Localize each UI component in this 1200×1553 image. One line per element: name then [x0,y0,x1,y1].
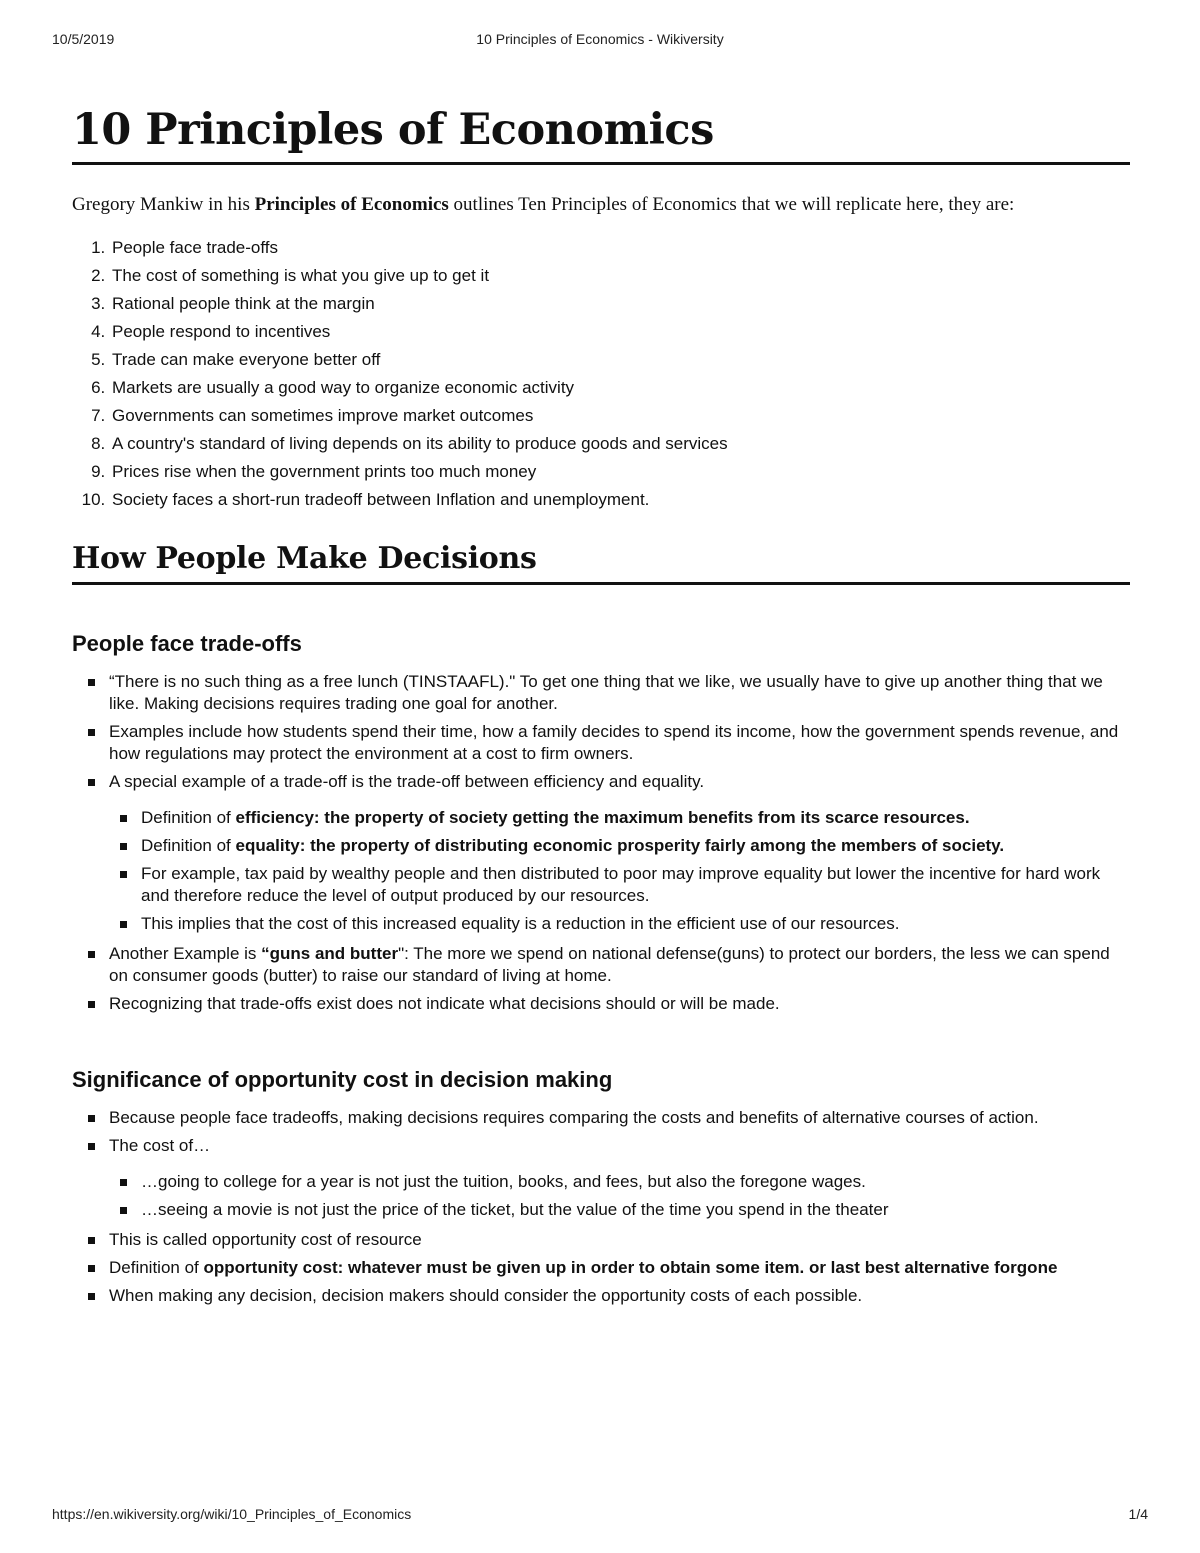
principle-item: 10. Society faces a short-run tradeoff between Inflation and unemployment. [110,486,1130,514]
list-item: …seeing a movie is not just the price of the ticket, but the value of the time you spend in the theater [141,1199,1130,1221]
intro-text-end: outlines Ten Principles of Economics that we will replicate here, they are: [448,194,1015,215]
principle-item: 4. People respond to incentives [110,318,1130,346]
list-item: Because people face tradeoffs, making decisions requires comparing the costs and benefits of alternative courses of action. [109,1107,1130,1129]
principle-item: 3. Rational people think at the margin [110,290,1130,318]
page-title: 10 Principles of Economics [72,100,1130,165]
list-item: For example, tax paid by wealthy people and then distributed to poor may improve equality but lower the incentive for hard work and therefore reduce the level of output produced by our resources. [141,863,1130,907]
list-item-text: A special example of a trade-off is the trade-off between efficiency and equality. [109,772,705,791]
definition-efficiency: efficiency: the property of society getting the maximum benefits from its scarce resources. [235,808,970,827]
print-page-title: 10 Principles of Economics - Wikiversity [476,31,724,47]
list-item: When making any decision, decision makers should consider the opportunity costs of each possible. [109,1285,1130,1307]
principle-item: 7. Governments can sometimes improve market outcomes [110,402,1130,430]
subsection-heading-opportunity-cost: Significance of opportunity cost in decision making [72,1067,613,1092]
subsection-heading-tradeoffs: People face trade-offs [72,631,302,656]
list-item [141,835,1130,857]
tradeoffs-bullet-list [72,671,1130,1015]
principles-list [72,234,1130,514]
list-item [109,771,1130,935]
definition-prefix: Definition of [141,808,236,827]
list-item [109,1135,1130,1221]
principle-item: 5. Trade can make everyone better off [110,346,1130,374]
definition-opportunity-cost: opportunity cost: whatever must be given up in order to obtain some item. or last best alternative forgone [203,1258,1058,1277]
list-item-text: The cost of… [109,1136,211,1155]
principle-item: 6. Markets are usually a good way to organize economic activity [110,374,1130,402]
article-content [72,100,1130,1307]
print-header [52,31,1148,51]
print-date: 10/5/2019 [52,31,115,47]
opportunity-cost-bullet-list [72,1107,1130,1307]
definition-prefix: Definition of [141,836,236,855]
list-item [141,807,1130,829]
list-item: This implies that the cost of this increased equality is a reduction in the efficient use of our resources. [141,913,1130,935]
intro-paragraph [72,190,1130,220]
nested-bullet-list [109,807,1130,935]
print-footer [52,1506,1148,1526]
list-item-text: Another Example is [109,944,262,963]
principle-item: 9. Prices rise when the government prints too much money [110,458,1130,486]
list-item-text: ": The more we spend on national defense(guns) to protect our borders, the less we can spend on consumer goods (butter) to raise our standard of living at home. [109,944,1110,985]
principle-item: 1. People face trade-offs [110,234,1130,262]
print-url: https://en.wikiversity.org/wiki/10_Principles_of_Economics [52,1506,412,1522]
guns-and-butter-term: “guns and butter [261,944,399,963]
list-item: “There is no such thing as a free lunch (TINSTAAFL)." To get one thing that we like, we usually have to give up another thing that we like. Making decisions requires trading one goal for another. [109,671,1130,715]
list-item: This is called opportunity cost of resource [109,1229,1130,1251]
definition-prefix: Definition of [109,1258,204,1277]
list-item: Examples include how students spend their time, how a family decides to spend its income, how the government spends revenue, and how regulations may protect the environment at a cost to firm owners. [109,721,1130,765]
definition-equality: equality: the property of distributing economic prosperity fairly among the members of society. [235,836,1005,855]
intro-text-start: Gregory Mankiw in his [72,194,255,215]
list-item: Recognizing that trade-offs exist does not indicate what decisions should or will be made. [109,993,1130,1015]
print-page-number: 1/4 [1128,1506,1148,1522]
intro-book-title: Principles of Economics [254,194,449,215]
list-item: …going to college for a year is not just the tuition, books, and fees, but also the foregone wages. [141,1171,1130,1193]
list-item [109,943,1130,987]
list-item [109,1257,1130,1279]
section-heading: How People Make Decisions [72,538,1130,585]
principle-item: 2. The cost of something is what you give up to get it [110,262,1130,290]
principle-item: 8. A country's standard of living depends on its ability to produce goods and services [110,430,1130,458]
nested-bullet-list [109,1171,1130,1221]
